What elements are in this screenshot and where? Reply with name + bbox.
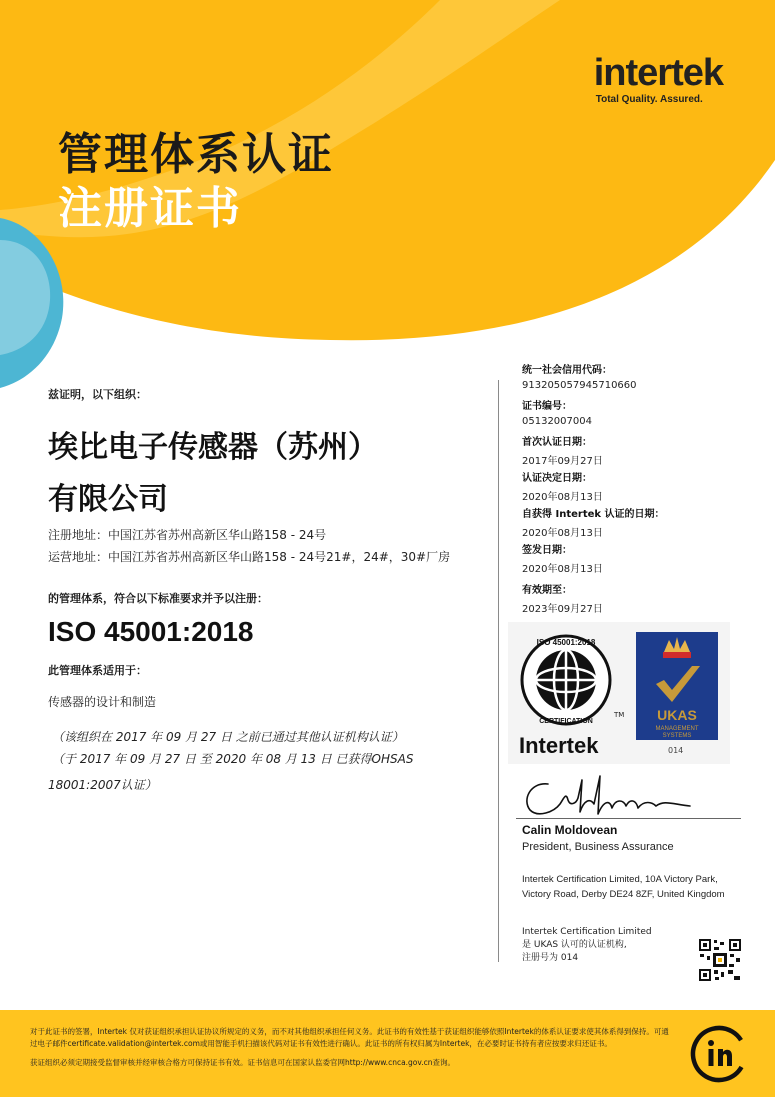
column-divider — [498, 380, 499, 962]
decision-date-value: 2020年08月13日 — [522, 492, 603, 503]
intertek-wordmark: Intertek — [519, 733, 599, 758]
certificate-title: 管理体系认证 — [58, 129, 334, 180]
ukas-management: MANAGEMENT — [655, 726, 699, 732]
certificate-number-value: 05132007004 — [522, 416, 592, 427]
note-line-1: （该组织在 2017 年 09 月 27 日 之前已通过其他认证机构认证） — [52, 730, 404, 744]
standard-name: ISO 45001:2018 — [48, 616, 254, 647]
brand-name: intertek — [593, 52, 723, 94]
note-line-2: （于 2017 年 09 月 27 日 至 2020 年 08 月 13 日 已获得OHSAS — [52, 752, 414, 766]
accreditation-line-1: Intertek Certification Limited — [522, 927, 652, 937]
credit-code-value: 913205057945710660 — [522, 380, 637, 391]
ukas-number: 014 — [668, 746, 684, 755]
brand-tagline: Total Quality. Assured. — [595, 94, 703, 105]
ukas-name: UKAS — [657, 707, 697, 723]
seal-certification-text: CERTIFICATION — [539, 718, 593, 725]
ukas-logo — [636, 632, 718, 740]
organization-name-line2: 有限公司 — [48, 482, 168, 517]
footer-supervision-note: 获证组织必须定期接受监督审核并经审核合格方可保持证书有效。证书信息可在国家认监委官网http://www.cnca.gov.cn查询。 — [30, 1058, 456, 1067]
issue-date-label: 签发日期： — [522, 545, 572, 556]
intertek-cert-date-value: 2020年08月13日 — [522, 528, 603, 539]
expiry-date-value: 2023年09月27日 — [522, 604, 603, 615]
credit-code-label: 统一社会信用代码： — [522, 365, 612, 376]
intertek-in-logo-icon — [688, 1023, 750, 1085]
first-certification-label: 首次认证日期： — [522, 437, 592, 448]
organization-name-line1: 埃比电子传感器（苏州） — [48, 430, 378, 465]
compliance-statement: 的管理体系，符合以下标准要求并予以注册： — [48, 592, 268, 605]
intertek-cert-date-label: 自获得 Intertek 认证的日期： — [522, 509, 665, 520]
seal-standard-text: ISO 45001:2018 — [536, 638, 596, 647]
registered-address: 注册地址：中国江苏省苏州高新区华山路158 - 24号 — [48, 528, 327, 542]
issue-date-value: 2020年08月13日 — [522, 564, 603, 575]
certificate-subtitle: 注册证书 — [58, 183, 242, 234]
trademark-symbol: TM — [614, 711, 625, 719]
certification-seal-icon — [516, 630, 616, 730]
footer-text — [30, 1018, 670, 1077]
accreditation-statement — [522, 926, 682, 965]
ukas-systems: SYSTEMS — [662, 733, 692, 739]
expiry-date-label: 有效期至： — [522, 585, 572, 596]
first-certification-value: 2017年09月27日 — [522, 456, 603, 467]
scope-label: 此管理体系适用于： — [48, 664, 147, 677]
signature-image — [520, 770, 700, 822]
signature-line — [516, 818, 741, 819]
decision-date-label: 认证决定日期： — [522, 473, 592, 484]
qr-code-icon[interactable] — [698, 938, 742, 982]
certificate-number-label: 证书编号： — [522, 401, 572, 412]
accreditation-line-2: 是 UKAS 认可的认证机构, — [522, 940, 627, 950]
issuer-address: Intertek Certification Limited, 10A Victory Park, Victory Road, Derby DE24 8ZF, United Kingdom — [522, 874, 725, 900]
operating-address: 运营地址：中国江苏省苏州高新区华山路158 - 24号21#，24#，30#厂房 — [48, 550, 451, 564]
signatory-name: Calin Moldovean — [522, 823, 618, 837]
intertek-logo — [594, 54, 723, 105]
certify-intro: 兹证明，以下组织： — [48, 388, 147, 401]
signatory-title: President, Business Assurance — [522, 841, 674, 853]
scope-text: 传感器的设计和制造 — [48, 695, 157, 709]
footer-disclaimer: 对于此证书的签署，Intertek 仅对获证组织承担认证协议所规定的义务，而不对其他组织承担任何义务。此证书的有效性基于获证组织能够依照Intertek的体系认证要求使其体系得到保持。可通过电子邮件certificate.validation@intertek.com或用智能手机扫描该代码对证书有效性进行确认。此证书的所有权归属为Intertek，在必要时证书持有者应按要求归还证书。 — [30, 1026, 669, 1048]
note-line-3: 18001:2007认证） — [48, 778, 157, 792]
accreditation-line-3: 注册号为 014 — [522, 953, 579, 963]
